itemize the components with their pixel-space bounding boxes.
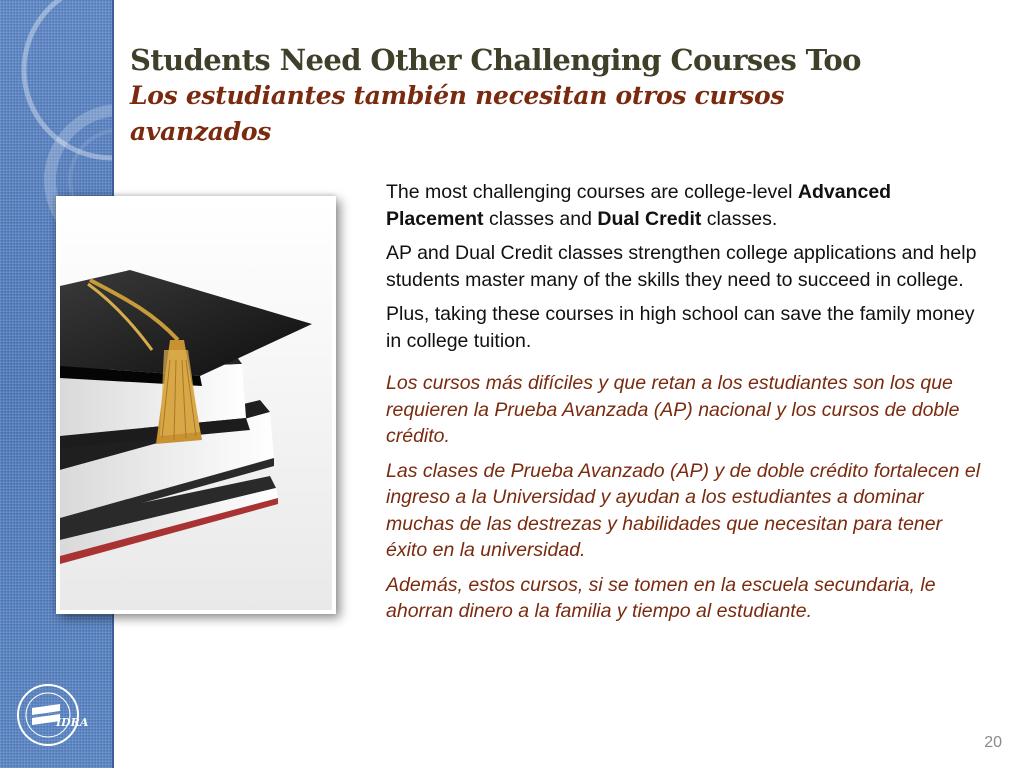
advanced-placement-term: Advanced Placement (386, 181, 892, 230)
title-english: Students Need Other Challenging Courses Too (130, 43, 861, 77)
text-segment: classes and (483, 207, 598, 230)
idra-logo (10, 680, 102, 750)
paragraph-es-2: Las clases de Prueba Avanzado (AP) y de doble crédito fortalecen el ingreso a la Universidad y ayudan a los estudiantes a dominar muchas de las destrezas y habilidades que necesitan para tener éxito en la universidad. (386, 459, 981, 561)
text-segment: The most challenging courses are college-level (386, 181, 798, 203)
paragraph-en-1 (386, 179, 986, 232)
graduation-cap-books-image (60, 200, 332, 610)
text-segment: classes. (701, 207, 778, 230)
page-number: 20 (984, 734, 1002, 751)
paragraph-es-3: Además, estos cursos, si se tomen en la escuela secundaria, le ahorran dinero a la familia y tiempo al estudiante. (386, 573, 936, 622)
title-spanish: Los estudiantes también necesitan otros cursos avanzados (130, 81, 785, 146)
paragraph-en-3: Plus, taking these courses in high school can save the family money in college tuition. (386, 303, 975, 352)
logo-text: IDRA (56, 716, 89, 729)
paragraph-es-1: Los cursos más difíciles y que retan a los estudiantes son los que requieren la Prueba Avanzada (AP) nacional y los cursos de doble crédito. (386, 372, 960, 447)
graduation-photo (56, 196, 336, 614)
slide-body (386, 179, 986, 633)
paragraph-en-2: AP and Dual Credit classes strengthen college applications and help students master many of the skills they need to succeed in college. (386, 242, 977, 291)
slide-title (130, 42, 890, 150)
dual-credit-term: Dual Credit (597, 207, 702, 230)
